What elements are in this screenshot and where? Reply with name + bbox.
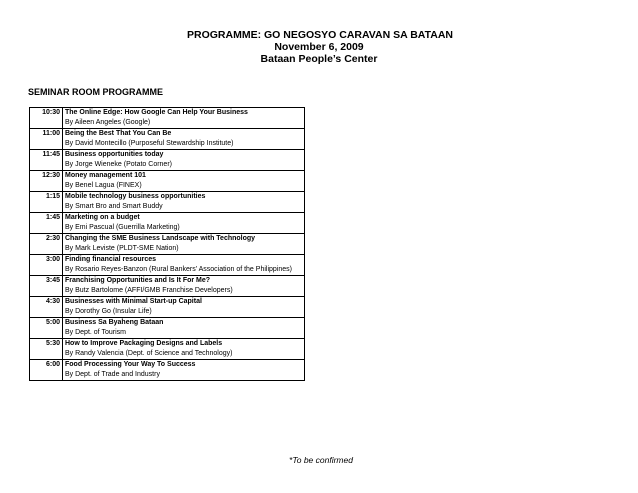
session-title: Businesses with Minimal Start-up Capital [65, 298, 202, 305]
session-details [63, 192, 305, 213]
section-title: SEMINAR ROOM PROGRAMME [28, 87, 163, 97]
table-row [30, 129, 305, 150]
session-details [63, 150, 305, 171]
session-details [63, 234, 305, 255]
table-row [30, 150, 305, 171]
table-row [30, 255, 305, 276]
session-speaker: By Mark Leviste (PLDT-SME Nation) [65, 244, 179, 252]
table-row [30, 213, 305, 234]
table-row [30, 192, 305, 213]
session-speaker: By Aileen Angeles (Google) [65, 118, 151, 126]
session-title: Being the Best That You Can Be [65, 130, 172, 137]
session-speaker: By Emi Pascual (Guerrilla Marketing) [65, 223, 180, 231]
event-venue: Bataan People’s Center [260, 53, 378, 65]
session-time: 11:00 [30, 129, 63, 150]
session-details [63, 297, 305, 318]
session-details [63, 318, 305, 339]
session-time: 3:45 [30, 276, 63, 297]
session-speaker: By Jorge Wieneke (Potato Corner) [65, 160, 172, 168]
table-row [30, 360, 305, 381]
session-details [63, 129, 305, 150]
session-time: 1:15 [30, 192, 63, 213]
session-title: Marketing on a budget [65, 214, 140, 221]
session-speaker: By Dorothy Go (Insular Life) [65, 307, 152, 315]
session-title: Food Processing Your Way To Success [65, 361, 196, 368]
session-speaker: By Dept. of Trade and Industry [65, 370, 160, 378]
session-time: 2:30 [30, 234, 63, 255]
table-row [30, 318, 305, 339]
session-speaker: By Benel Lagua (FINEX) [65, 181, 142, 189]
session-speaker: By Smart Bro and Smart Buddy [65, 202, 163, 210]
session-time: 12:30 [30, 171, 63, 192]
session-details [63, 360, 305, 381]
table-row [30, 108, 305, 129]
session-time: 6:00 [30, 360, 63, 381]
session-title: The Online Edge: How Google Can Help Your Business [65, 109, 248, 116]
programme-title: PROGRAMME: GO NEGOSYO CARAVAN SA BATAAN [186, 29, 453, 41]
session-speaker: By Randy Valencia (Dept. of Science and Technology) [65, 349, 233, 357]
session-time: 3:00 [30, 255, 63, 276]
session-time: 5:30 [30, 339, 63, 360]
programme-table-body [30, 108, 305, 381]
footnote: *To be confirmed [289, 455, 353, 465]
session-time: 4:30 [30, 297, 63, 318]
session-title: Finding financial resources [65, 256, 157, 263]
session-title: How to Improve Packaging Designs and Labels [65, 340, 223, 347]
session-speaker: By Rosario Reyes-Banzon (Rural Bankers’ Association of the Philippines) [65, 265, 292, 273]
session-title: Changing the SME Business Landscape with Technology [65, 235, 256, 242]
session-title: Business Sa Byaheng Bataan [65, 319, 164, 326]
session-details [63, 108, 305, 129]
session-details [63, 213, 305, 234]
table-row [30, 171, 305, 192]
session-time: 11:45 [30, 150, 63, 171]
session-time: 5:00 [30, 318, 63, 339]
session-title: Franchising Opportunities and Is It For Me? [65, 277, 211, 284]
session-details [63, 276, 305, 297]
table-row [30, 276, 305, 297]
programme-table [29, 107, 305, 381]
session-details [63, 171, 305, 192]
session-speaker: By David Montecillo (Purposeful Stewardship Institute) [65, 139, 234, 147]
session-title: Business opportunities today [65, 151, 164, 158]
table-row [30, 234, 305, 255]
table-row [30, 297, 305, 318]
session-details [63, 255, 305, 276]
session-time: 1:45 [30, 213, 63, 234]
document-header [0, 29, 638, 65]
session-speaker: By Dept. of Tourism [65, 328, 126, 336]
session-time: 10:30 [30, 108, 63, 129]
session-title: Money management 101 [65, 172, 146, 179]
session-title: Mobile technology business opportunities [65, 193, 206, 200]
event-date: November 6, 2009 [274, 41, 364, 53]
table-row [30, 339, 305, 360]
session-details [63, 339, 305, 360]
session-speaker: By Butz Bartolome (AFFI/GMB Franchise Developers) [65, 286, 233, 294]
